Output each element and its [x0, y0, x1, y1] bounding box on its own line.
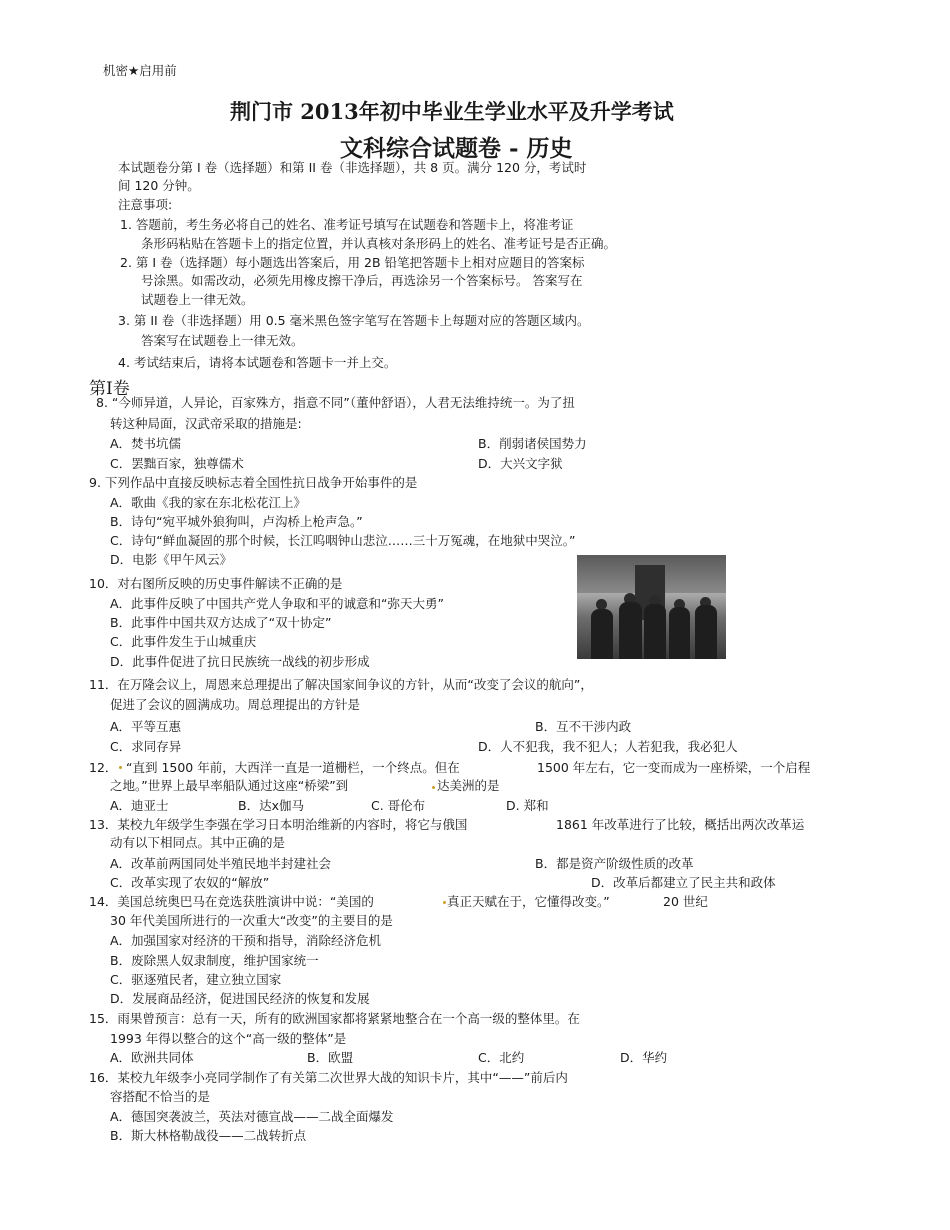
q15-option-b: B．欧盟: [307, 1050, 354, 1065]
q15-option-d: D．华约: [620, 1050, 668, 1065]
q10-option-d: D．此事件促进了抗日民族统一战线的初步形成: [110, 654, 370, 669]
q15-option-c: C．北约: [478, 1050, 525, 1065]
q11-stem-b: 促进了会议的圆满成功。周总理提出的方针是: [110, 697, 361, 712]
q8-option-b: B．削弱诸侯国势力: [478, 436, 587, 451]
intro-line-1: 本试题卷分第 I 卷（选择题）和第 II 卷（非选择题），共 8 页。满分 120 分，考试时: [118, 160, 587, 175]
q15-stem-a: 15．雨果曾预言：总有一天，所有的欧洲国家都将紧紧地整合在一个高一级的整体里。在: [89, 1011, 580, 1026]
q10-option-c: C．此事件发生于山城重庆: [110, 634, 257, 649]
q16-option-b: B．斯大林格勒战役——二战转折点: [110, 1128, 307, 1143]
q14-stem-a3: 20 世纪: [663, 894, 708, 909]
q11-option-d: D．人不犯我，我不犯人；人若犯我，我必犯人: [478, 739, 738, 754]
q11-option-c: C．求同存异: [110, 739, 182, 754]
q10-stem: 10．对右图所反映的历史事件解读不正确的是: [89, 576, 343, 591]
page-subtitle: 文科综合试题卷 - 历史: [340, 135, 573, 162]
note-2a: 2. 第 I 卷（选择题）每小题选出答案后，用 2B 铅笔把答题卡上相对应题目的答案标: [120, 255, 585, 270]
note-4: 4. 考试结束后，请将本试题卷和答题卡一并上交。: [118, 355, 397, 370]
note-2c: 试题卷上一律无效。: [141, 292, 254, 307]
q13-option-a: A．改革前两国同处半殖民地半封建社会: [110, 856, 332, 871]
q9-stem: 9. 下列作品中直接反映标志着全国性抗日战争开始事件的是: [89, 475, 418, 490]
q8-option-a: A．焚书坑儒: [110, 436, 182, 451]
q14-stem-a: 14．美国总统奥巴马在竞选获胜演讲中说：“美国的: [89, 894, 374, 909]
q14-stem-b: 30 年代美国所进行的一次重大“改变”的主要目的是: [110, 913, 393, 928]
note-1b: 条形码粘贴在答题卡上的指定位置，并认真核对条形码上的姓名、准考证号是否正确。: [141, 236, 617, 251]
q14-option-a: A．加强国家对经济的干预和指导，消除经济危机: [110, 933, 382, 948]
q11-option-a: A．平等互惠: [110, 719, 182, 734]
q16-stem-a: 16．某校九年级李小亮同学制作了有关第二次世界大战的知识卡片，其中“——”前后内: [89, 1070, 568, 1085]
q12-option-b: B．达ⅹ伽马: [238, 798, 304, 813]
q12-option-a: A．迪亚士: [110, 798, 169, 813]
q16-stem-b: 容搭配不恰当的是: [110, 1089, 211, 1104]
q16-option-a: A．德国突袭波兰，英法对德宣战——二战全面爆发: [110, 1109, 394, 1124]
q10-option-b: B．此事件中国共双方达成了“双十协定”: [110, 615, 332, 630]
q11-stem-a: 11．在万隆会议上，周恩来总理提出了解决国家间争议的方针，从而“改变了会议的航向”，: [89, 677, 593, 692]
q9-option-d: D．电影《甲午风云》: [110, 552, 233, 567]
q13-stem-a: 13．某校九年级学生李强在学习日本明治维新的内容时，将它与俄国: [89, 817, 468, 832]
q13-stem-b: 动有以下相同点。其中正确的是: [110, 835, 286, 850]
page-title: 荆门市 2013年初中毕业生学业水平及升学考试: [230, 99, 674, 124]
mark-dot: [119, 766, 122, 769]
mark-dot: [443, 901, 446, 904]
q12-number: 12．: [89, 760, 118, 775]
note-2b: 号涂黑。如需改动，必须先用橡皮擦干净后，再选涂另一个答案标号。 答案写在: [141, 273, 583, 288]
q12-stem-a2: 1500 年左右，它一变而成为一座桥梁，一个启程: [537, 760, 811, 775]
confidential-label: 机密★启用前: [103, 63, 177, 78]
note-3a: 3. 第 II 卷（非选择题）用 0.5 毫米黑色签字笔写在答题卡上每题对应的答题区域内。: [118, 313, 590, 328]
section-title: 第Ⅰ卷: [89, 379, 130, 399]
note-1a: 1. 答题前，考生务必将自己的姓名、准考证号填写在试题卷和答题卡上，将准考证: [120, 217, 574, 232]
q12-option-d: D. 郑和: [506, 798, 549, 813]
q15-option-a: A．欧洲共同体: [110, 1050, 194, 1065]
mark-dot: [432, 786, 435, 789]
notes-title: 注意事项:: [118, 197, 173, 212]
q12-option-c: C. 哥伦布: [371, 798, 426, 813]
q13-stem-a2: 1861 年改革进行了比较，概括出两次改革运: [556, 817, 805, 832]
q8-stem-b: 转这种局面，汉武帝采取的措施是:: [110, 416, 302, 431]
q14-option-b: B．废除黑人奴隶制度，维护国家统一: [110, 953, 319, 968]
historical-photo: [577, 555, 726, 659]
q13-option-c: C．改革实现了农奴的“解放”: [110, 875, 270, 890]
q10-option-a: A．此事件反映了中国共产党人争取和平的诚意和“弥天大勇”: [110, 596, 445, 611]
q9-option-b: B．诗句“宛平城外狼狗叫，卢沟桥上枪声急。”: [110, 514, 363, 529]
q13-option-b: B．都是资产阶级性质的改革: [535, 856, 694, 871]
q9-option-c: C．诗句“鲜血凝固的那个时候，长江呜咽钟山悲泣……三十万冤魂，在地狱中哭泣。”: [110, 533, 576, 548]
q12-stem-a: “直到 1500 年前，大西洋一直是一道栅栏，一个终点。但在: [126, 760, 460, 775]
q14-option-d: D．发展商品经济，促进国民经济的恢复和发展: [110, 991, 370, 1006]
q12-stem-b: 之地。”世界上最早率船队通过这座“桥梁”到: [110, 778, 349, 793]
q12-stem-b2: 达美洲的是: [437, 778, 500, 793]
q14-option-c: C．驱逐殖民者，建立独立国家: [110, 972, 282, 987]
q8-stem-a: 8. “今师异道，人异论，百家殊方，指意不同”（董仲舒语），人君无法维持统一。为了扭: [96, 395, 575, 410]
intro-line-2: 间 120 分钟。: [118, 178, 200, 193]
q8-option-d: D．大兴文字狱: [478, 456, 563, 471]
q15-stem-b: 1993 年得以整合的这个“高一级的整体”是: [110, 1031, 347, 1046]
q13-option-d: D．改革后都建立了民主共和政体: [591, 875, 776, 890]
q9-option-a: A．歌曲《我的家在东北松花江上》: [110, 495, 307, 510]
q14-stem-a2: 真正天赋在于，它懂得改变。”: [447, 894, 610, 909]
q11-option-b: B．互不干涉内政: [535, 719, 632, 734]
q8-option-c: C．罢黜百家，独尊儒术: [110, 456, 244, 471]
note-3b: 答案写在试题卷上一律无效。: [141, 333, 304, 348]
